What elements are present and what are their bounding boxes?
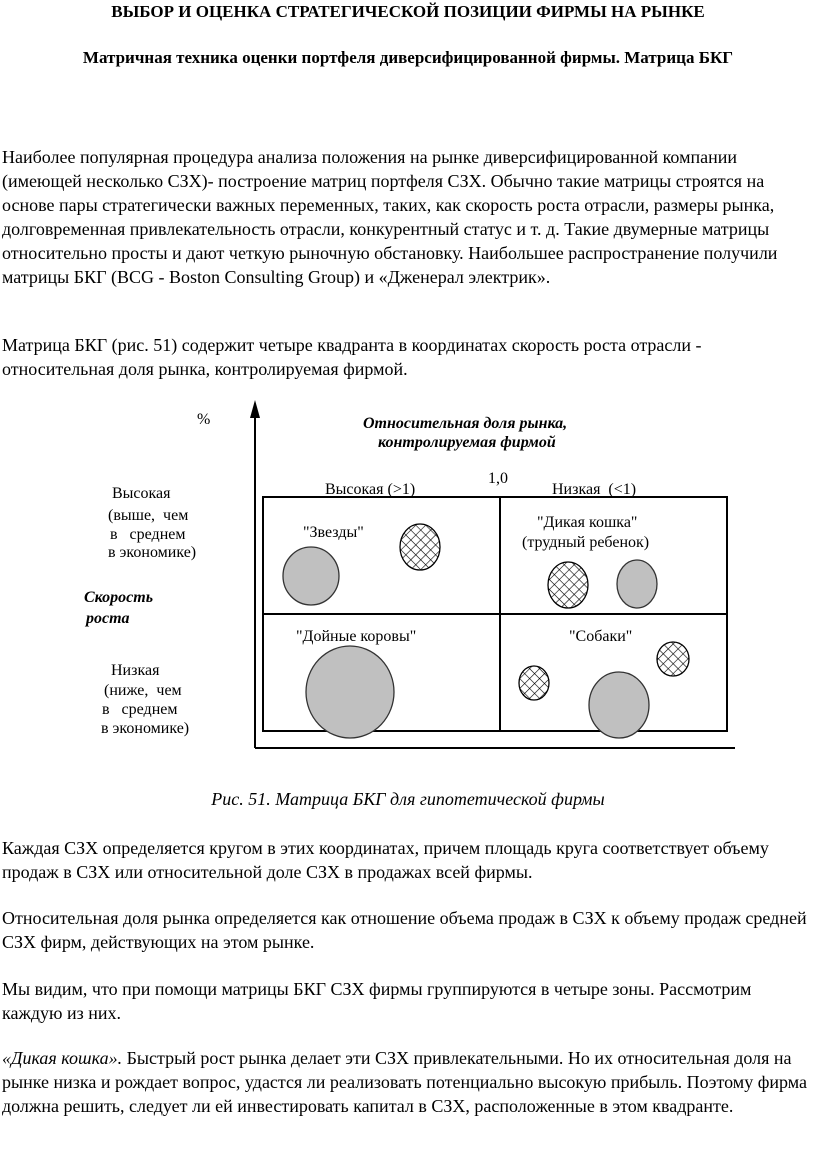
row-high-label-1: Высокая: [112, 485, 171, 502]
paragraph-relative-share: Относительная доля рынка определяется как отношение объема продаж в СЗХ к объему продаж средней СЗХ фирм, действующих на этом рынке.: [2, 908, 807, 952]
sbu-circle-stars-2: [400, 524, 440, 570]
figure-caption: Рис. 51. Матрица БКГ для гипотетической фирмы: [211, 789, 605, 809]
row-low-label-3: в среднем: [102, 701, 178, 718]
sbu-circle-cows-1: [306, 646, 394, 738]
row-high-label-2: (выше, чем: [108, 507, 189, 524]
row-low-label-4: в экономике): [101, 720, 190, 737]
paragraph-intro: Наиболее популярная процедура анализа положения на рынке диверсифицированной компании (имеющей несколько СЗХ)- построение матриц портфеля СЗХ. Обычно такие матрицы строятся на основе пары стратегически важных переменных, таких, как скорость роста отрасли, размеры рынка, долговременная привлекательность отрасли, конкурентный статус и т. д. Такие двумерные матрицы относительно просты и дают четкую рыночную обстановку. Наибольшее распространение получили матрицы БКГ (BCG - Boston Consulting Group) и «Дженерал электрик».: [2, 147, 778, 287]
row-high-label-4: в экономике): [108, 544, 197, 561]
quadrant-dogs-label: "Собаки": [569, 628, 633, 645]
sbu-circle-dogs-2: [589, 672, 649, 738]
paragraph-circles: Каждая СЗХ определяется кругом в этих координатах, причем площадь круга соответствует объему продаж в СЗХ или относительной доле СЗХ в продажах всей фирмы.: [2, 838, 769, 882]
sbu-circle-dogs-3: [657, 642, 689, 676]
x-axis-title-2: контролируемая фирмой: [378, 434, 556, 451]
wildcat-term: «Дикая кошка».: [2, 1048, 123, 1068]
paragraph-zones: Мы видим, что при помощи матрицы БКГ СЗХ фирмы группируются в четыре зоны. Рассмотрим каждую из них.: [2, 979, 752, 1023]
y-axis-title-2: роста: [86, 610, 130, 627]
arrow-up-icon: [250, 400, 260, 418]
y-axis-title-1: Скорость: [84, 589, 154, 606]
sbu-circle-wildcat-1: [548, 562, 588, 608]
quadrant-stars-label: "Звезды": [303, 524, 364, 541]
row-low-label-1: Низкая: [111, 662, 160, 679]
x-axis-title-1: Относительная доля рынка,: [363, 415, 568, 432]
divider-value: 1,0: [488, 470, 508, 487]
quadrant-cows-label: "Дойные коровы": [296, 628, 417, 645]
paragraph-matrix: Матрица БКГ (рис. 51) содержит четыре квадранта в координатах скорость роста отрасли - относительная доля рынка, контролируемая фирмой.: [2, 335, 702, 379]
section-subtitle: Матричная техника оценки портфеля диверсифицированной фирмы. Матрица БКГ: [82, 48, 734, 67]
bcg-matrix-figure: [0, 395, 816, 785]
sbu-circle-stars-1: [283, 547, 339, 605]
column-high-label: Высокая (>1): [325, 481, 416, 498]
page-title: ВЫБОР И ОЦЕНКА СТРАТЕГИЧЕСКОЙ ПОЗИЦИИ ФИРМЫ НА РЫНКЕ: [111, 2, 705, 21]
y-unit: %: [197, 411, 211, 428]
wildcat-text: Быстрый рост рынка делает эти СЗХ привлекательными. Но их относительная доля на рынке низка и рождает вопрос, удастся ли реализовать потенциально высокую прибыль. Поэтому фирма должна решить, следует ли ей инвестировать капитал в СЗХ, расположенные в этом квадранте.: [2, 1048, 807, 1116]
row-high-label-3: в среднем: [110, 526, 186, 543]
quadrant-wildcat-sublabel: (трудный ребенок): [522, 534, 650, 551]
sbu-circle-dogs-1: [519, 666, 549, 700]
quadrant-wildcat-label: "Дикая кошка": [537, 514, 638, 531]
column-low-label: Низкая (<1): [552, 481, 637, 498]
row-low-label-2: (ниже, чем: [104, 682, 182, 699]
paragraph-wildcat: [2, 1046, 814, 1118]
sbu-circle-wildcat-2: [617, 560, 657, 608]
